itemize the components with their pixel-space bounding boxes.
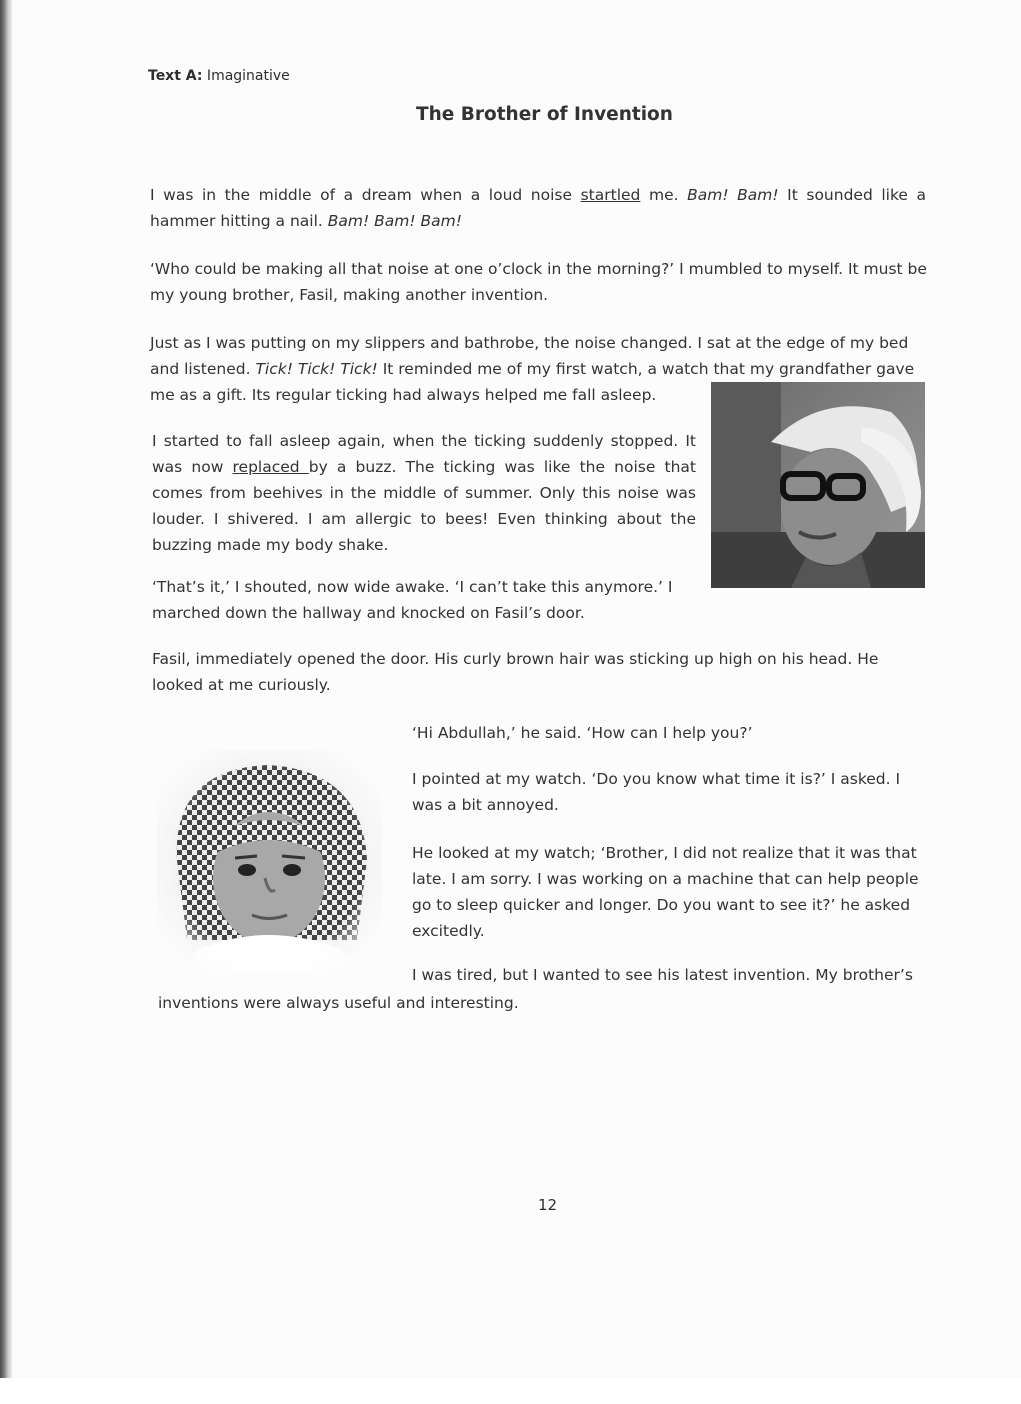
p3-text-a: Just as I was putting on my slippers and bathrobe, the noise changed. I sat at the edge of my bed and listened. bbox=[150, 334, 909, 378]
p1-italic-1: Bam! Bam! bbox=[687, 186, 779, 204]
paragraph-10-line-1: I was tired, but I wanted to see his latest invention. My brother’s bbox=[412, 966, 913, 984]
p4-underlined-word: replaced bbox=[232, 458, 309, 476]
text-label-bold: Text A: bbox=[148, 68, 203, 84]
paragraph-8: I pointed at my watch. ‘Do you know what time it is?’ I asked. I was a bit annoyed. bbox=[412, 770, 901, 814]
p4-text-b: by a buzz. The ticking was like the noise that comes from beehives in the middle of summer. Only this noise was louder. I shivered. I am allergic to bees! Even thinking about the buzzing made my body shake. bbox=[152, 458, 696, 554]
paragraph-10-line-2: inventions were always useful and interesting. bbox=[158, 994, 519, 1012]
photo-boy bbox=[157, 750, 382, 972]
paragraph-3 bbox=[150, 330, 930, 382]
paragraph-9: He looked at my watch; ‘Brother, I did not realize that it was that late. I am sorry. I was working on a machine that can help people go to sleep quicker and longer. Do you want to see it?’ he asked excitedly. bbox=[412, 844, 919, 940]
paragraph-4 bbox=[152, 428, 696, 558]
p1-italic-2: Bam! Bam! Bam! bbox=[327, 212, 462, 230]
p1-text-c: It sounded like a hammer hitting a nail. bbox=[150, 186, 926, 230]
paragraph-2: ‘Who could be making all that noise at one o’clock in the morning?’ I mumbled to myself. It must be my young brother, Fasil, making another invention. bbox=[150, 260, 927, 304]
p3-text-b: It reminded me of my first watch, a watch that my grandfather gave bbox=[377, 360, 915, 378]
p3-italic: Tick! Tick! Tick! bbox=[255, 360, 378, 378]
photo-man bbox=[711, 382, 925, 588]
scan-bottom-margin bbox=[0, 1378, 1021, 1404]
scan-edge bbox=[0, 0, 12, 1380]
paragraph-1 bbox=[150, 182, 926, 234]
text-label-rest: Imaginative bbox=[202, 68, 290, 84]
paragraph-5: ‘That’s it,’ I shouted, now wide awake. ‘I can’t take this anymore.’ I marched down the hallway and knocked on Fasil’s door. bbox=[152, 578, 673, 622]
man-photo-icon bbox=[711, 382, 925, 588]
story-title: The Brother of Invention bbox=[416, 104, 673, 125]
text-type-label bbox=[148, 68, 290, 84]
p1-underlined-word: startled bbox=[580, 186, 641, 204]
p4-text-a: I started to fall asleep again, when the ticking suddenly stopped. It was now bbox=[152, 432, 696, 476]
document-page bbox=[12, 0, 1021, 1380]
page-number: 12 bbox=[538, 1196, 558, 1214]
p1-text-a: I was in the middle of a dream when a loud noise bbox=[150, 186, 581, 204]
p1-text-b: me. bbox=[640, 186, 688, 204]
paragraph-7: ‘Hi Abdullah,’ he said. ‘How can I help you?’ bbox=[412, 724, 753, 742]
paragraph-6: Fasil, immediately opened the door. His curly brown hair was sticking up high on his head. He looked at me curiously. bbox=[152, 650, 879, 694]
boy-photo-icon bbox=[157, 750, 382, 972]
paragraph-3-continued: me as a gift. Its regular ticking had always helped me fall asleep. bbox=[150, 386, 657, 404]
